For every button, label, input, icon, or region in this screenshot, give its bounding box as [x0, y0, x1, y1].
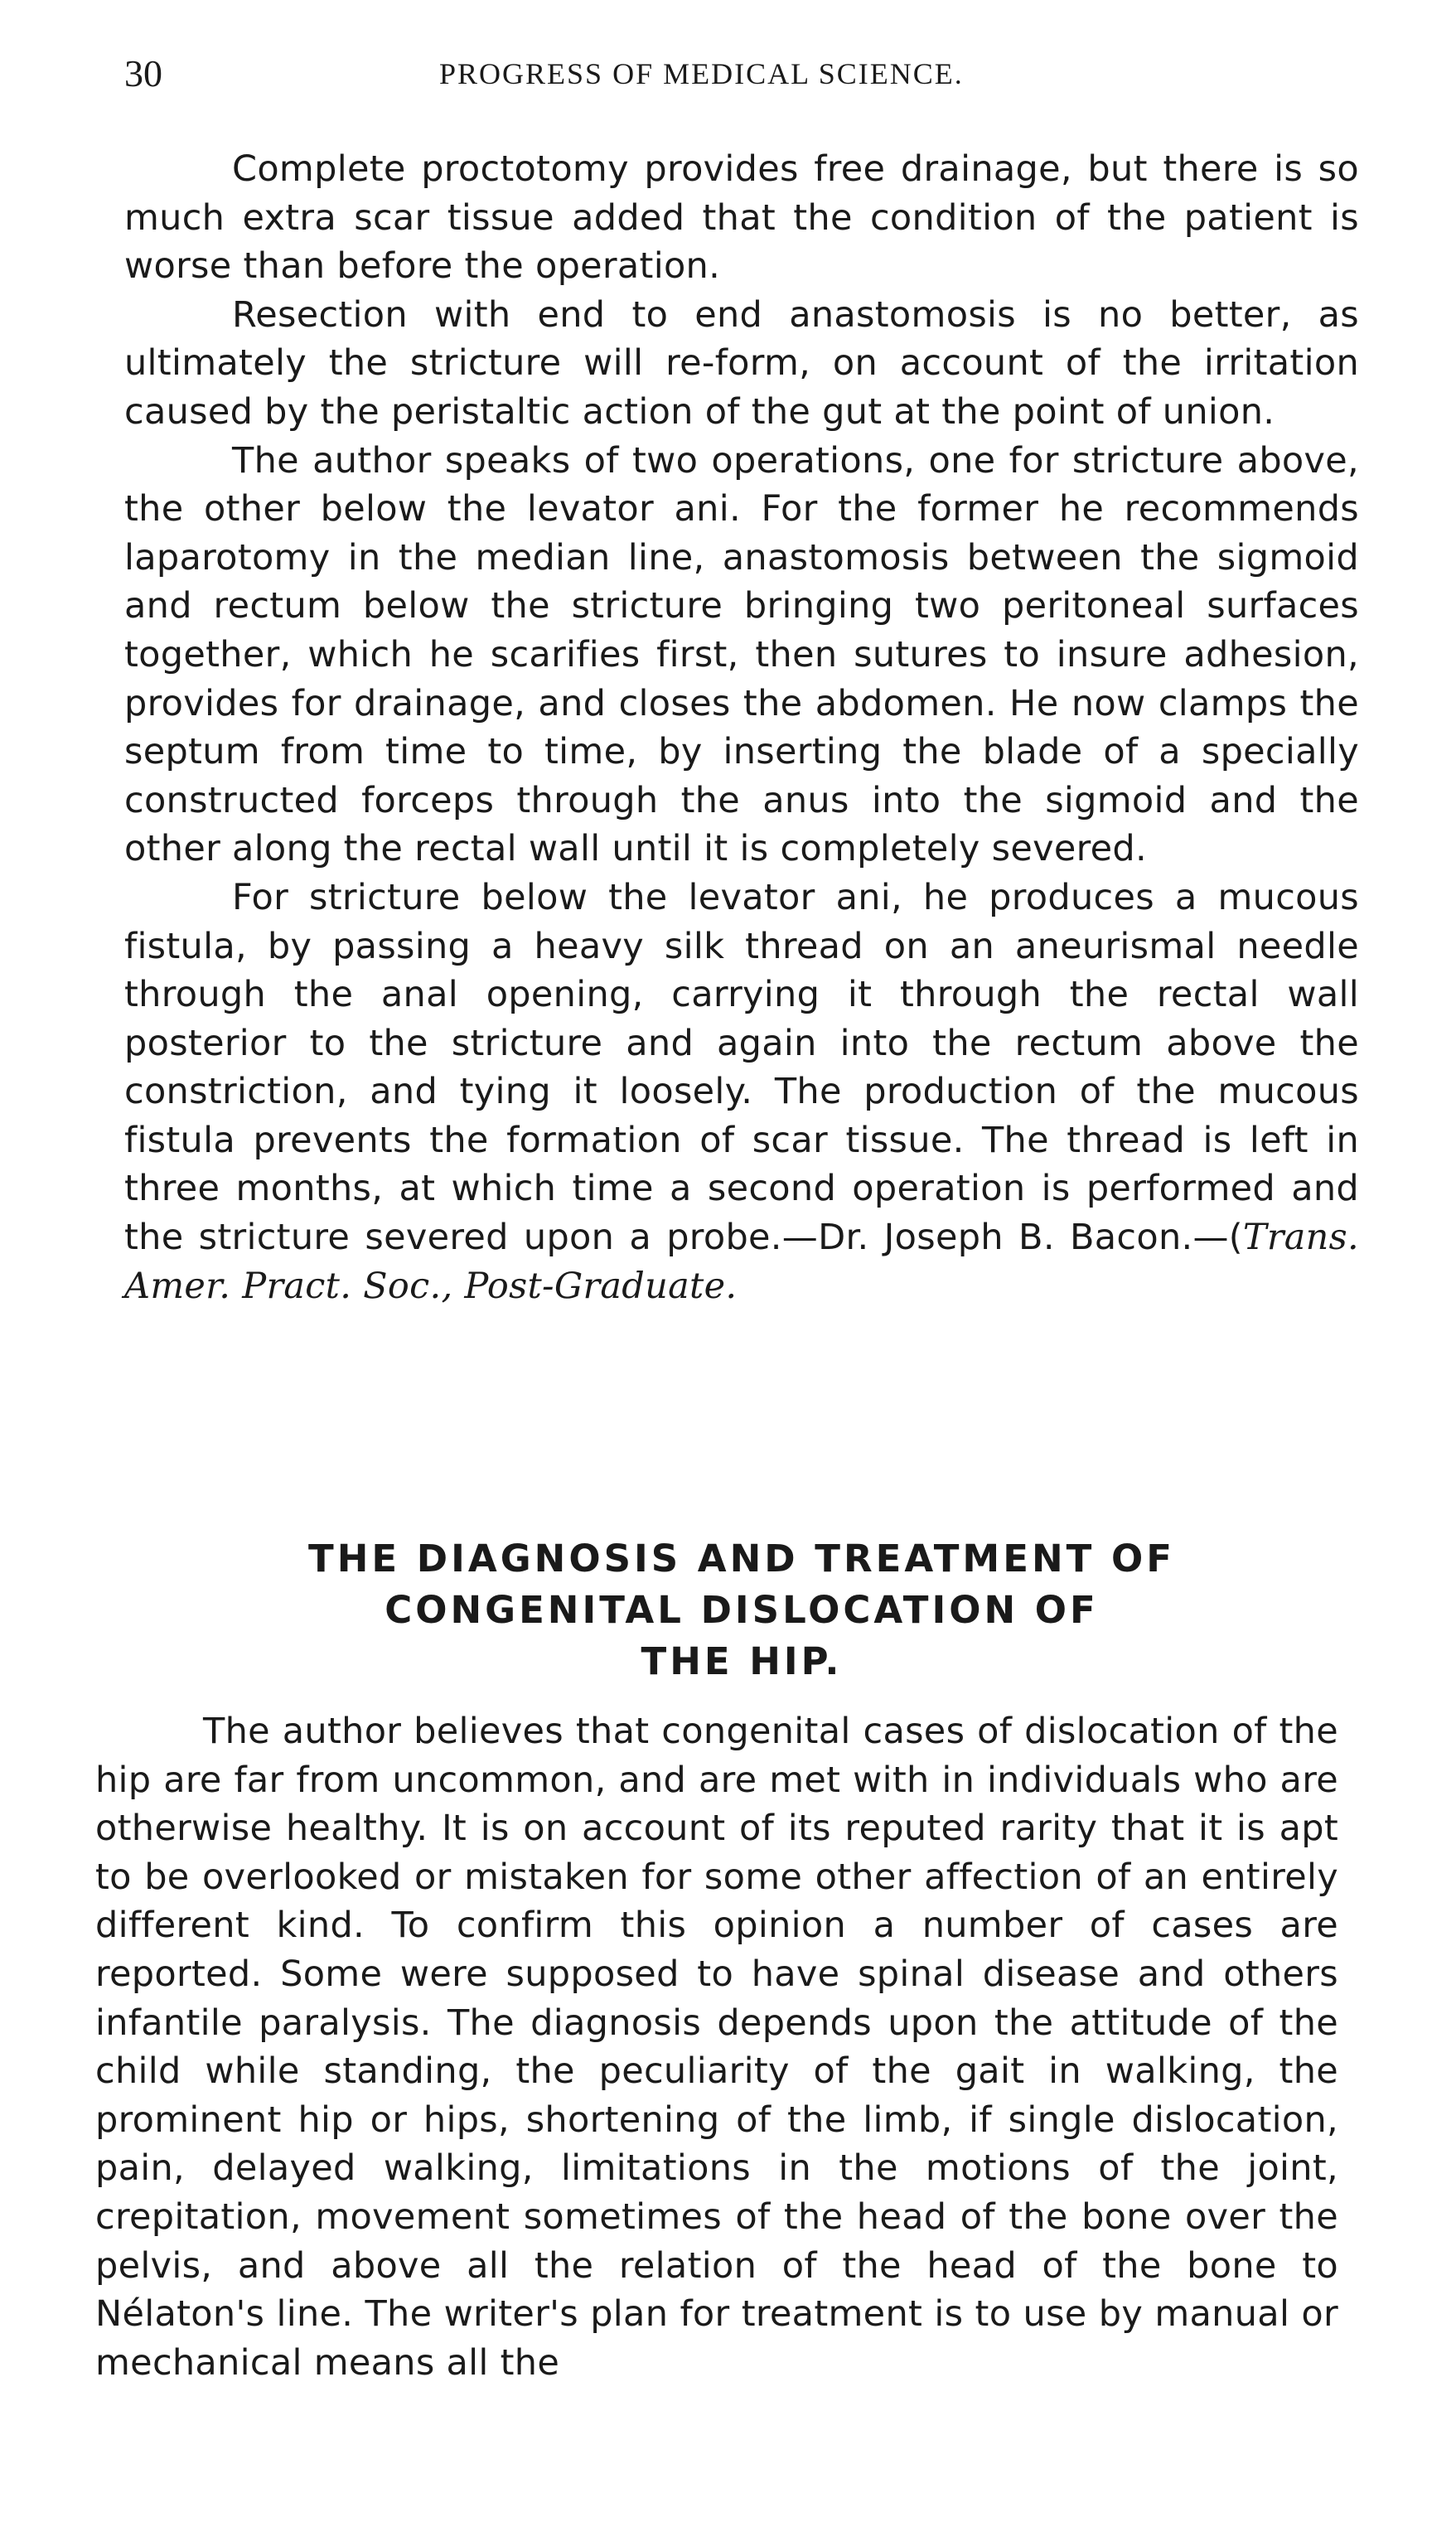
paragraph: Complete proctotomy provides free drainage, but there is so much extra scar tissue added that the condition of the patient is worse than before the operation.: [124, 148, 1359, 288]
running-head: PROGRESS OF MEDICAL SCIENCE.: [439, 57, 964, 90]
paragraph: Resection with end to end anastomosis is no better, as ultimately the stricture will re-form, on account of the irritation caused by the peristaltic action of the gut at the point of union.: [124, 293, 1359, 433]
paragraph: The author believes that congenital cases of dislocation of the hip are far from uncommon, and are met with in individuals who are otherwise healthy. It is on account of its reputed rarity that it is apt to be overlooked or mistaken for some other affection of an entirely different kind. To confirm this opinion a number of cases are reported. Some were supposed to have spinal disease and others infantile paralysis. The diagnosis depends upon the attitude of the child while standing, the peculiarity of the gait in walking, the prominent hip or hips, shortening of the limb, if single dislocation, pain, delayed walking, limitations in the motions of the joint, crepitation, movement sometimes of the head of the bone over the pelvis, and above all the relation of the head of the bone to Nélaton's line. The writer's plan for treatment is to use by manual or mechanical means all the: [95, 1711, 1338, 2384]
title-line: THE HIP.: [641, 1639, 843, 1683]
citation-author: —Dr. Joseph B. Bacon.—(: [781, 1217, 1243, 1259]
paragraph-with-citation: [124, 874, 1359, 1310]
paragraph-text: For stricture below the levator ani, he produces a mucous fistula, by passing a heavy silk thread on an aneurismal needle through the anal opening, carrying it through the rectal wall posterior to the stricture and again into the rectum above the constriction, and tying it loosely. The production of the mucous fistula prevents the formation of scar tissue. The thread is left in three months, at which time a second operation is performed and the stricture severed upon a probe.: [124, 876, 1359, 1259]
page-number: 30: [124, 52, 162, 94]
paragraph: The author speaks of two operations, one for stricture above, the other below the levator ani. For the former he recommends laparotomy in the median line, anastomosis between the sigmoid and rectum below the stricture bringing two peritoneal surfaces together, which he scarifies first, then sutures to insure adhesion, provides for drainage, and closes the abdomen. He now clamps the septum from time to time, by inserting the blade of a specially constructed forceps through the anus into the sigmoid and the other along the rectal wall until it is completely severed.: [124, 439, 1359, 870]
title-line: THE DIAGNOSIS AND TREATMENT OF: [308, 1537, 1175, 1581]
article-proctotomy: [124, 145, 1359, 1310]
article-hip-dislocation: [95, 1707, 1338, 2387]
citation-source: Trans. Amer. Pract. Soc., Post-Graduate.: [124, 1217, 1359, 1307]
article-title: [124, 1533, 1359, 1687]
page-header: [124, 51, 1342, 101]
title-line: CONGENITAL DISLOCATION OF: [385, 1588, 1099, 1632]
